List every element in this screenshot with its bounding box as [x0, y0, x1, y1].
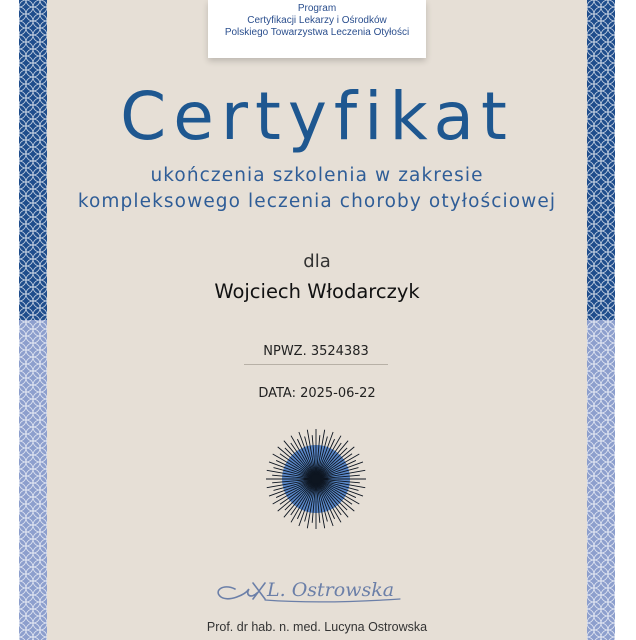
certificate-title: Certyfikat — [120, 78, 514, 155]
border-pattern-icon — [19, 0, 47, 640]
signer-name: Prof. dr hab. n. med. Lucyna Ostrowska — [206, 620, 428, 634]
certificate-subtitle: ukończenia szkolenia w zakresie — [150, 165, 484, 186]
recipient-name: Wojciech Włodarczyk — [214, 280, 420, 303]
signature-text: L. Ostrowska — [267, 579, 395, 601]
right-decorative-border — [587, 0, 615, 640]
starburst-seal-icon — [264, 427, 368, 531]
signature-image — [205, 569, 415, 609]
header-line: Program — [297, 3, 337, 14]
left-decorative-border — [19, 0, 47, 640]
for-label: dla — [303, 251, 331, 272]
npwz-number: NPWZ. 3524383 — [244, 344, 388, 365]
header-line: Polskiego Towarzystwa Leczenia Otyłości — [224, 27, 410, 38]
certificate-subtitle: kompleksowego leczenia choroby otyłościowej — [77, 191, 557, 212]
program-header-card — [208, 0, 426, 58]
border-pattern-icon — [587, 0, 615, 640]
certificate-date: DATA: 2025-06-22 — [258, 386, 376, 401]
header-line: Certyfikacji Lekarzy i Ośrodków — [247, 15, 387, 26]
